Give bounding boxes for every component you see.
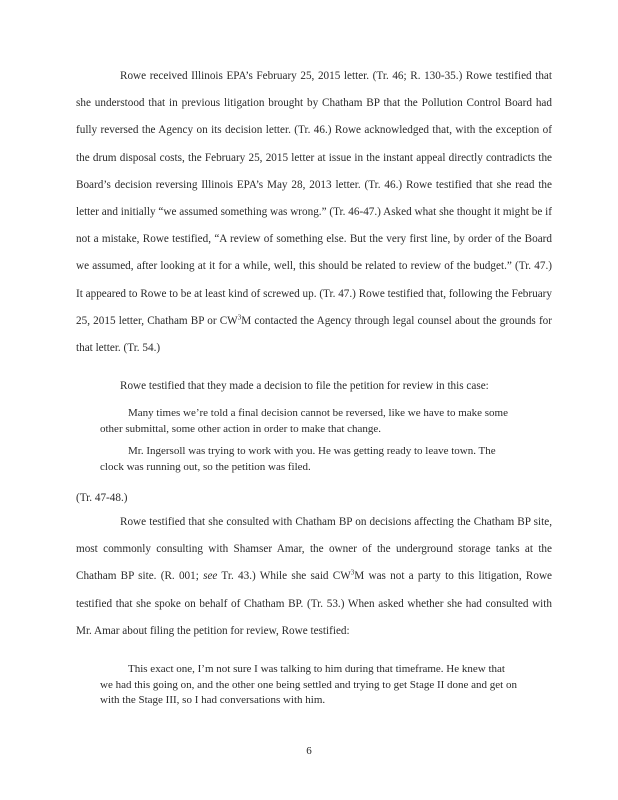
page-number: 6 bbox=[306, 745, 312, 757]
paragraph-decision-to-file: Rowe testified that they made a decision to file the petition for review in this case: bbox=[120, 380, 489, 392]
paragraph-text: Rowe received Illinois EPA’s February 25, 2015 letter. (Tr. 46; R. 130-35.) Rowe testified that she understood that in previous litigation brought by Chatham BP that the Pollution Control Board had fully reversed the Agency on its decision letter. (Tr. 46.) Rowe acknowledged that, with the exception of the drum disposal costs, the February 25, 2015 letter at issue in the instant appeal directly contradicts the Board’s decision reversing Illinois EPA’s May 28, 2013 letter. (Tr. 46.) Rowe testified that she read the letter and initially “we assumed something was wrong.” (Tr. 46-47.) Asked what she thought it might be if not a mistake, Rowe testified, “A review of something else. But the very first line, by order of the Board we assumed, after looking at it for a while, well, this should be related to review of the budget.” (Tr. 47.) It appeared to Rowe to be at least kind of screwed up. (Tr. 47.) Rowe testified that, following the February 25, 2015 letter, Chatham BP or CW bbox=[76, 70, 552, 327]
block-quote-line: Mr. Ingersoll was trying to work with you. He was getting ready to leave town. The clock was running out, so the petition was filed. bbox=[100, 445, 496, 473]
paragraph-text: Tr. 43.) While she said CW bbox=[217, 570, 351, 583]
paragraph-rowe-received-letter bbox=[76, 63, 552, 362]
block-quote-line: Many times we’re told a final decision cannot be reversed, like we have to make some other submittal, some other action in order to make that change. bbox=[100, 407, 508, 435]
signal-see: see bbox=[203, 570, 218, 583]
paragraph-text: M contacted the Agency through legal counsel about the grounds for that letter. (Tr. 54.) bbox=[76, 314, 552, 355]
paragraph-text: M was not a party to this litigation, Rowe testified that she spoke on behalf of Chatham BP. (Tr. 53.) When asked whether she had consulted with Mr. Amar about filing the petition for review, Rowe testified: bbox=[76, 570, 552, 637]
block-quote-2: This exact one, I’m not sure I was talking to him during that timeframe. He knew that we had this going on, and the other one being settled and trying to get Stage II done and get on with the Stage III, so I had conversations with him. bbox=[100, 663, 517, 706]
paragraph-consulted-chatham bbox=[76, 509, 552, 645]
superscript-3: 3 bbox=[237, 313, 242, 322]
superscript-3: 3 bbox=[350, 568, 355, 577]
paragraph-text: Rowe testified that she consulted with Chatham BP on decisions affecting the Chatham BP site, most commonly consulting with Shamser Amar, the owner of the underground storage tanks at the Chatham BP site. (R. 001; bbox=[76, 516, 552, 583]
citation: (Tr. 47-48.) bbox=[76, 492, 128, 504]
